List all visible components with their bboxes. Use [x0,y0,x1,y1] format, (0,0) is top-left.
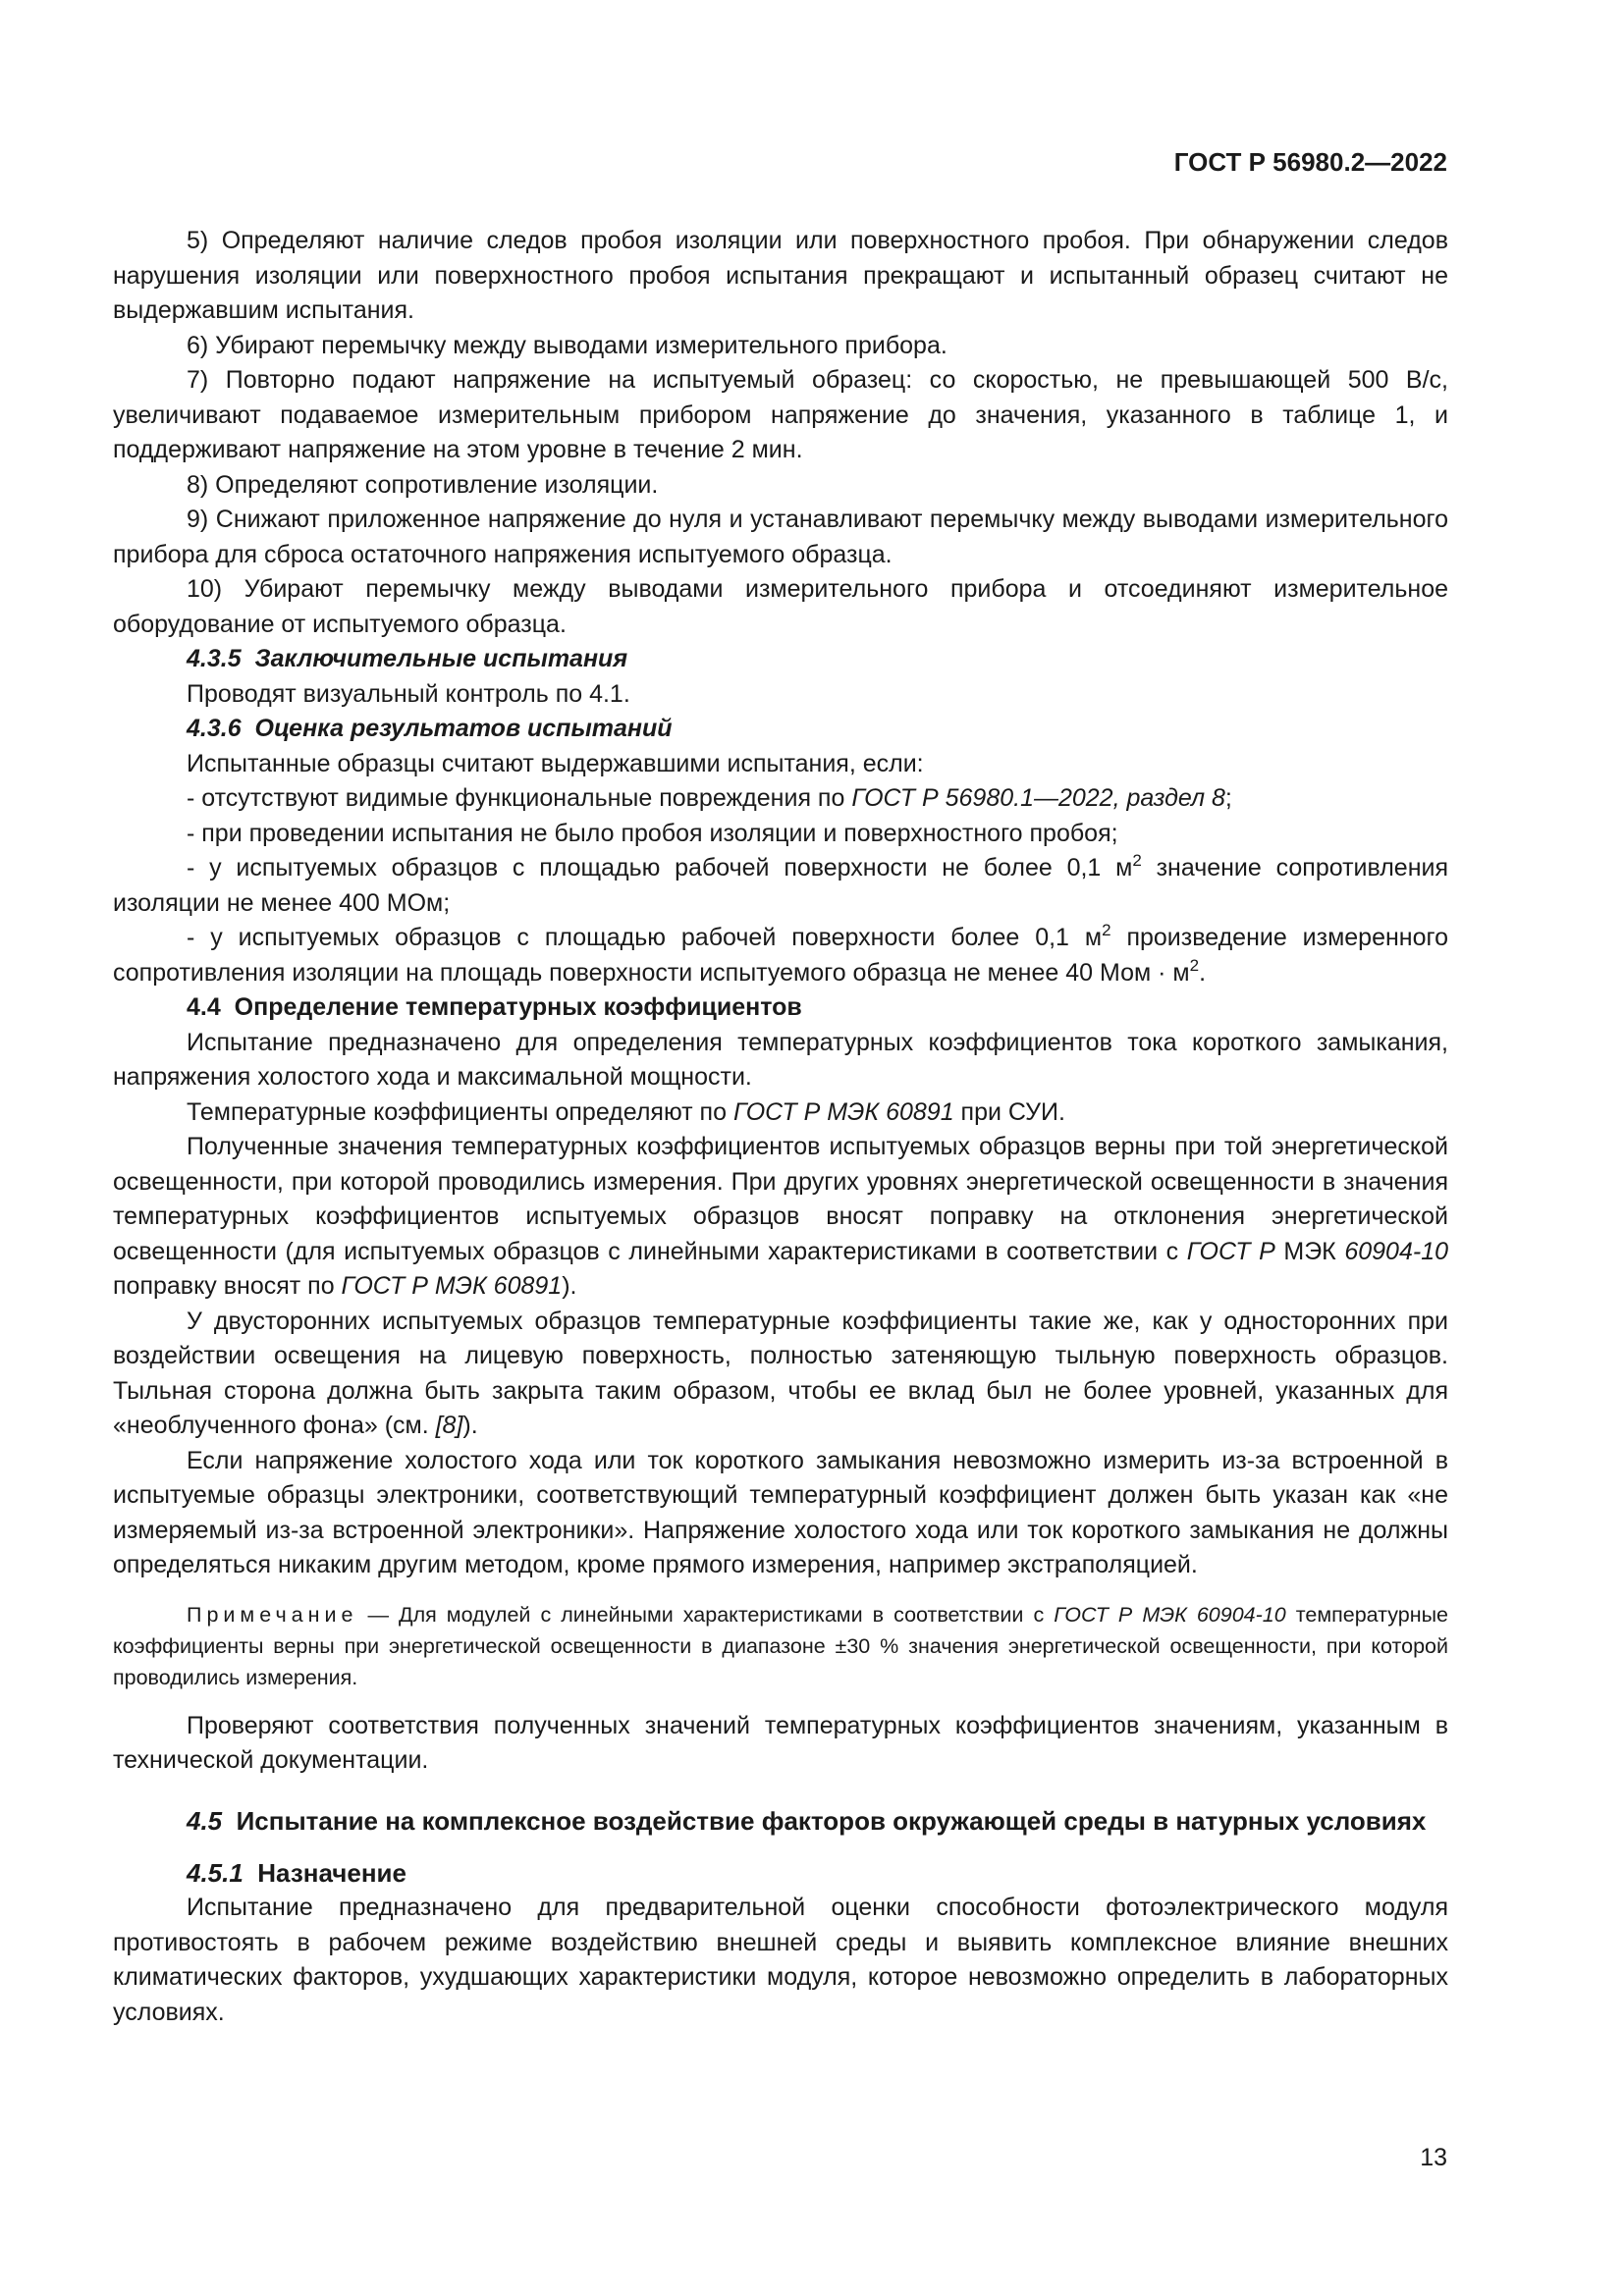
bibliography-reference: [8] [435,1412,463,1439]
section-4-5-heading [113,1804,1448,1839]
doc-reference: ГОСТ Р 56980.1—2022, раздел 8 [851,784,1225,812]
doc-reference: 60904-10 [1344,1237,1448,1265]
section-title: Назначение [257,1857,406,1888]
criteria-item-2: - при проведении испытания не было пробоя изоляции и поверхностного пробоя; [187,819,1118,847]
section-title: Заключительные испытания [254,645,628,672]
document-body [113,224,1448,2030]
doc-reference: ГОСТ Р [1186,1237,1275,1265]
page-number: 13 [1420,2144,1447,2171]
doc-reference: ГОСТ Р МЭК 60891 [732,1097,954,1126]
section-4-3-5-heading [113,642,1448,677]
step-7: 7) Повторно подают напряжение на испытуемый образец: со скоростью, не превышающей 500 В/с, увеличивают подаваемое измерительным прибором напряжение до значения, указанного в таблице 1, и поддерживают напряжение на этом уровне в течение 2 мин. [113,366,1448,463]
criteria-item-3: - у испытуемых образцов с площадью рабочей поверхности не более 0,1 $м^2$ значение сопротивления изоляции не менее 400 МОм; [113,851,1448,917]
section-number: 4.5 [187,1805,223,1836]
doc-reference: ГОСТ Р МЭК 60891 [341,1272,563,1300]
section-4-3-5-text: Проводят визуальный контроль по 4.1. [187,679,630,708]
document-header: ГОСТ Р 56980.2—2022 [1173,147,1447,177]
section-4-4-para-6: Проверяют соответствия полученных значений температурных коэффициентов значениям, указанным в технической документации. [113,1711,1448,1774]
step-8: 8) Определяют сопротивление изоляции. [187,470,659,499]
section-4-3-6-intro: Испытанные образцы считают выдержавшими испытания, если: [187,749,924,777]
section-4-5-1-heading [113,1856,1448,1892]
section-number: 4.5.1 [187,1857,244,1888]
section-number: 4.3.5 [187,645,242,672]
section-title: Испытание на комплексное воздействие факторов окружающей среды в натурных условиях [236,1805,1427,1836]
step-6: 6) Убирают перемычку между выводами измерительного прибора. [187,331,947,359]
doc-reference: ГОСТ Р МЭК 60904-10 [1054,1602,1286,1627]
section-title: Определение температурных коэффициентов [234,993,802,1021]
section-4-4-para-4: У двусторонних испытуемых образцов температурные коэффициенты такие же, как у односторонних при воздействии освещения на лицевую поверхность, полностью затеняющую тыльную поверхность образцов. Тыльная сторона должна быть закрыта таким образом, чтобы ее вклад был не более уровней, указанных для «необлученного фона» (см. [8]). [113,1307,1448,1439]
section-number: 4.3.6 [187,715,242,742]
criteria-item-4: - у испытуемых образцов с площадью рабочей поверхности более 0,1 $м^2$ произведение измеренного сопротивления изоляции на площадь поверхности испытуемого образца не менее 40 Мом · $м^2$. [113,921,1448,987]
section-4-4-heading [113,990,1448,1026]
section-4-3-6-heading [113,712,1448,747]
section-4-4-para-2: Температурные коэффициенты определяют по ГОСТ Р МЭК 60891 при СУИ. [187,1097,1065,1126]
section-4-5-1-text: Испытание предназначено для предварительной оценки способности фотоэлектрического модуля противостоять в рабочем режиме воздействию внешней среды и выявить комплексное влияние внешних климатических факторов, ухудшающих характеристики модуля, которое невозможно определить в лабораторных условиях. [113,1894,1448,2026]
step-9: 9) Снижают приложенное напряжение до нуля и устанавливают перемычку между выводами измерительного прибора для сброса остаточного напряжения испытуемого образца. [113,506,1448,568]
note-label: Примечание [187,1602,358,1627]
step-5: 5) Определяют наличие следов пробоя изоляции или поверхностного пробоя. При обнаружении следов нарушения изоляции или поверхностного пробоя испытания прекращают и испытанный образец считают не выдержавшим испытания. [113,227,1448,324]
section-title: Оценка результатов испытаний [254,715,673,742]
step-10: 10) Убирают перемычку между выводами измерительного прибора и отсоединяют измерительное оборудование от испытуемого образца. [113,575,1448,638]
section-4-4-para-1: Испытание предназначено для определения температурных коэффициентов тока короткого замыкания, напряжения холостого хода и максимальной мощности. [113,1028,1448,1091]
note: Примечание — Для модулей с линейными характеристиками в соответствии с ГОСТ Р МЭК 60904-10 температурные коэффициенты верны при энергетической освещенности в диапазоне ±30 % значения энергетической освещенности, при которой проводились измерения. [113,1602,1448,1689]
section-4-4-para-5: Если напряжение холостого хода или ток короткого замыкания невозможно измерить из-за встроенной в испытуемые образцы электроники, соответствующий температурный коэффициент должен быть указан как «не измеряемый из-за встроенной электроники». Напряжение холостого хода или ток короткого замыкания не должны определяться никаким другим методом, кроме прямого измерения, например экстраполяцией. [113,1446,1448,1578]
section-number: 4.4 [187,993,221,1021]
criteria-item-1: - отсутствуют видимые функциональные повреждения по ГОСТ Р 56980.1—2022, раздел 8; [187,784,1232,812]
section-4-4-para-3: Полученные значения температурных коэффициентов испытуемых образцов верны при той энергетической освещенности, при которой проводились измерения. При других уровнях энергетической освещенности в значения температурных коэффициентов испытуемых образцов вносят поправку на отклонения энергетической освещенности (для испытуемых образцов с линейными характеристиками в соответствии с ГОСТ Р МЭК 60904-10 поправку вносят по ГОСТ Р МЭК 60891). [113,1133,1448,1300]
